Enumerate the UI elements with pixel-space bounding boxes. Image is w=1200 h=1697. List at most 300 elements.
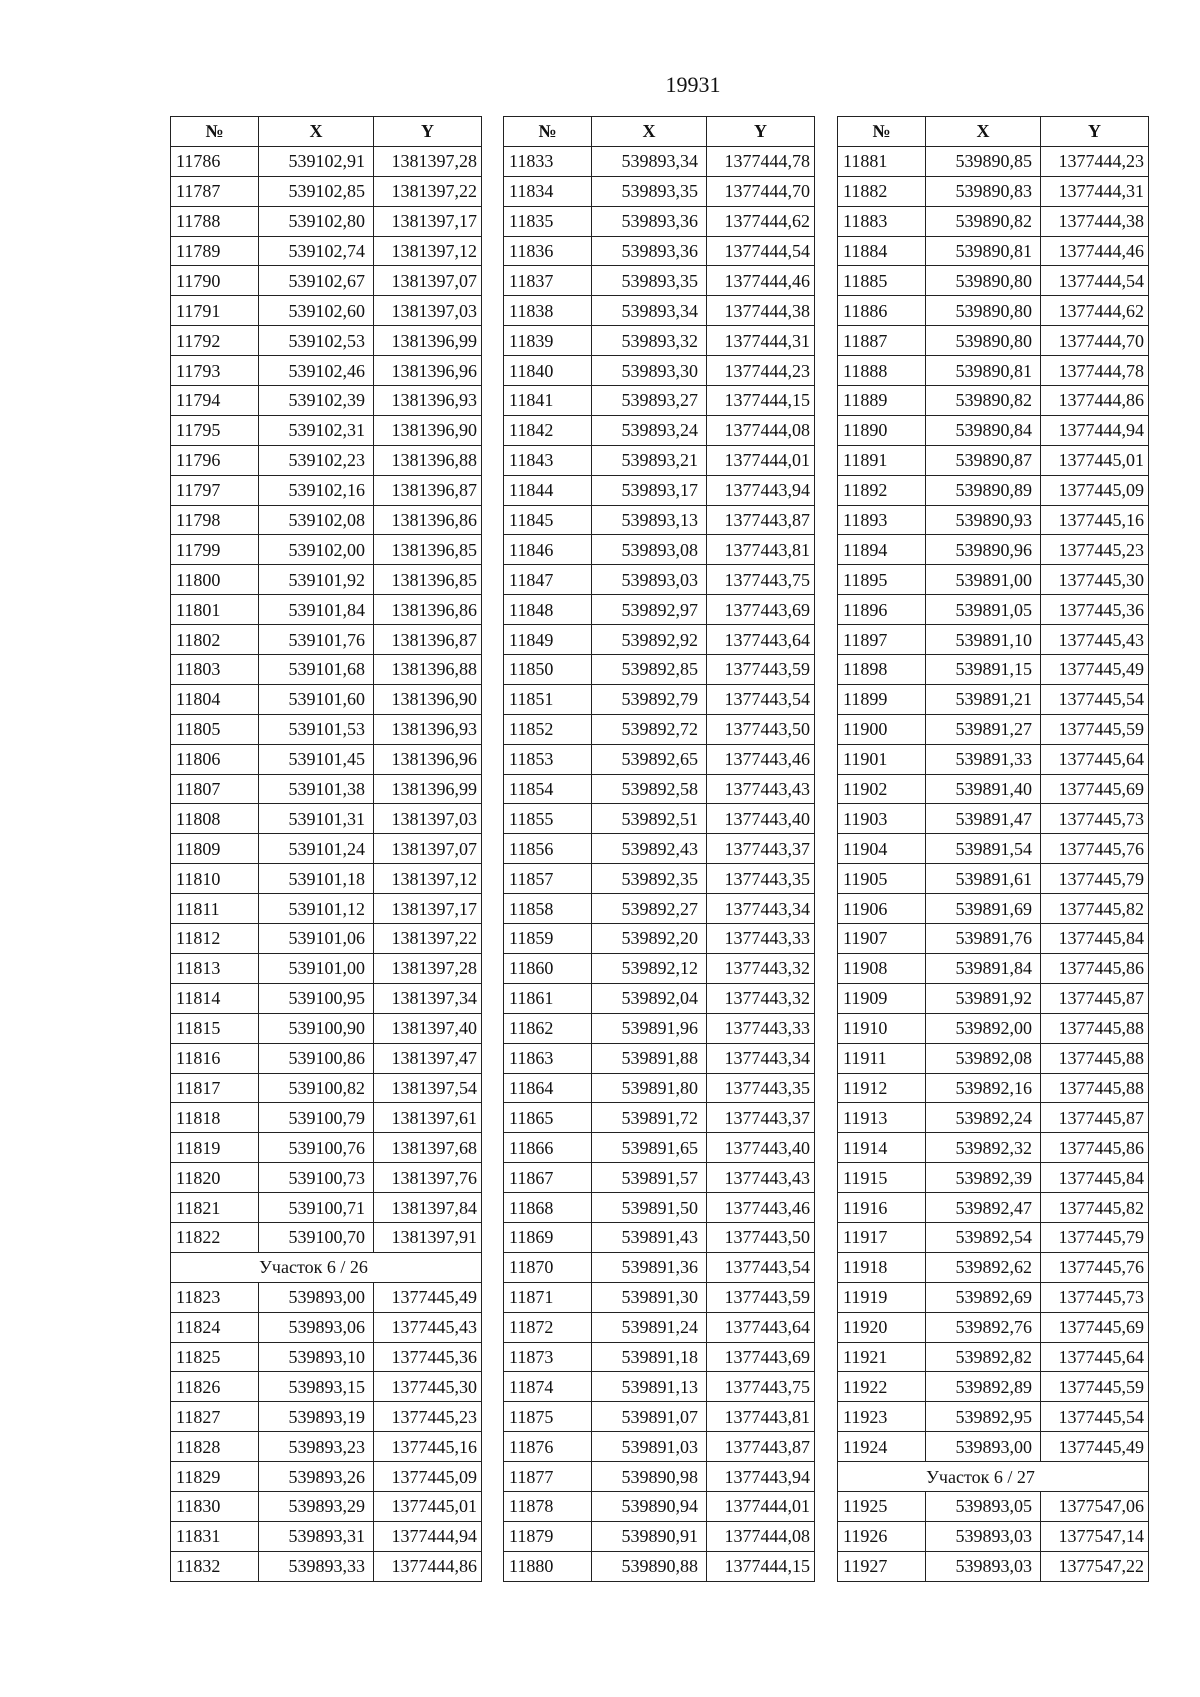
table-row: [504, 415, 815, 445]
table-row: [838, 1282, 1149, 1312]
y-coordinate: 1377445,43: [1041, 625, 1149, 655]
point-number: 11855: [504, 804, 592, 834]
table-row: [838, 864, 1149, 894]
point-number: 11874: [504, 1372, 592, 1402]
y-coordinate: 1377443,32: [707, 953, 815, 983]
x-coordinate: 539893,15: [259, 1372, 374, 1402]
x-coordinate: 539100,90: [259, 1013, 374, 1043]
point-number: 11791: [171, 296, 259, 326]
y-coordinate: 1377444,31: [1041, 176, 1149, 206]
x-coordinate: 539891,50: [592, 1193, 707, 1223]
table-row: [838, 445, 1149, 475]
table-row: [838, 684, 1149, 714]
y-coordinate: 1377445,54: [1041, 1402, 1149, 1432]
x-coordinate: 539891,43: [592, 1222, 707, 1252]
point-number: 11921: [838, 1342, 926, 1372]
y-coordinate: 1381397,28: [374, 146, 482, 176]
point-number: 11872: [504, 1312, 592, 1342]
y-coordinate: 1377445,09: [374, 1462, 482, 1492]
y-coordinate: 1377444,23: [707, 356, 815, 386]
table-row: [504, 1521, 815, 1551]
y-coordinate: 1377443,50: [707, 1222, 815, 1252]
y-coordinate: 1381397,12: [374, 236, 482, 266]
y-coordinate: 1377445,64: [1041, 1342, 1149, 1372]
table-row: [838, 296, 1149, 326]
table-row: [171, 1103, 482, 1133]
y-coordinate: 1377443,40: [707, 804, 815, 834]
x-coordinate: 539890,91: [592, 1521, 707, 1551]
table-row: [504, 1222, 815, 1252]
point-number: 11806: [171, 744, 259, 774]
point-number: 11807: [171, 774, 259, 804]
y-coordinate: 1381396,96: [374, 356, 482, 386]
x-coordinate: 539892,24: [926, 1103, 1041, 1133]
y-coordinate: 1377443,64: [707, 625, 815, 655]
point-number: 11800: [171, 565, 259, 595]
x-coordinate: 539893,24: [592, 415, 707, 445]
header-row: [504, 117, 815, 147]
y-coordinate: 1377445,69: [1041, 1312, 1149, 1342]
y-coordinate: 1377443,46: [707, 744, 815, 774]
table-row: [171, 206, 482, 236]
x-coordinate: 539890,81: [926, 356, 1041, 386]
table-row: [838, 386, 1149, 416]
table-row: [171, 1372, 482, 1402]
x-coordinate: 539893,17: [592, 475, 707, 505]
x-coordinate: 539102,23: [259, 445, 374, 475]
table-row: [504, 445, 815, 475]
table-row: [504, 1103, 815, 1133]
y-coordinate: 1377443,37: [707, 834, 815, 864]
x-coordinate: 539893,36: [592, 236, 707, 266]
table-row: [171, 1551, 482, 1581]
x-coordinate: 539890,96: [926, 535, 1041, 565]
point-number: 11899: [838, 684, 926, 714]
table-row: [504, 176, 815, 206]
x-coordinate: 539100,70: [259, 1222, 374, 1252]
y-coordinate: 1377443,64: [707, 1312, 815, 1342]
table-row: [171, 655, 482, 685]
x-coordinate: 539892,20: [592, 924, 707, 954]
x-coordinate: 539892,97: [592, 595, 707, 625]
x-coordinate: 539891,61: [926, 864, 1041, 894]
y-coordinate: 1381397,76: [374, 1163, 482, 1193]
section-label: Участок 6 / 27: [838, 1462, 1149, 1492]
point-number: 11877: [504, 1462, 592, 1492]
point-number: 11846: [504, 535, 592, 565]
point-number: 11894: [838, 535, 926, 565]
y-coordinate: 1377443,75: [707, 1372, 815, 1402]
x-coordinate: 539891,33: [926, 744, 1041, 774]
table-row: [171, 1193, 482, 1223]
table-row: [171, 1342, 482, 1372]
y-coordinate: 1381397,22: [374, 924, 482, 954]
x-coordinate: 539891,69: [926, 894, 1041, 924]
table-row: [171, 146, 482, 176]
y-coordinate: 1381396,93: [374, 714, 482, 744]
point-number: 11853: [504, 744, 592, 774]
y-coordinate: 1377445,87: [1041, 983, 1149, 1013]
point-number: 11902: [838, 774, 926, 804]
x-coordinate: 539893,00: [259, 1282, 374, 1312]
y-coordinate: 1377444,70: [707, 176, 815, 206]
x-coordinate: 539102,74: [259, 236, 374, 266]
y-coordinate: 1381397,34: [374, 983, 482, 1013]
table-row: [504, 1491, 815, 1521]
point-number: 11909: [838, 983, 926, 1013]
y-coordinate: 1377444,15: [707, 1551, 815, 1581]
header-x: X: [592, 117, 707, 147]
table-row: [171, 386, 482, 416]
y-coordinate: 1381396,90: [374, 415, 482, 445]
x-coordinate: 539102,60: [259, 296, 374, 326]
x-coordinate: 539101,12: [259, 894, 374, 924]
table-row: [504, 924, 815, 954]
point-number: 11905: [838, 864, 926, 894]
y-coordinate: 1377444,62: [707, 206, 815, 236]
x-coordinate: 539892,00: [926, 1013, 1041, 1043]
point-number: 11888: [838, 356, 926, 386]
point-number: 11866: [504, 1133, 592, 1163]
point-number: 11839: [504, 326, 592, 356]
table-row: [171, 236, 482, 266]
x-coordinate: 539102,39: [259, 386, 374, 416]
point-number: 11844: [504, 475, 592, 505]
x-coordinate: 539892,72: [592, 714, 707, 744]
x-coordinate: 539893,03: [926, 1551, 1041, 1581]
point-number: 11901: [838, 744, 926, 774]
point-number: 11871: [504, 1282, 592, 1312]
x-coordinate: 539100,71: [259, 1193, 374, 1223]
y-coordinate: 1377445,69: [1041, 774, 1149, 804]
x-coordinate: 539892,85: [592, 655, 707, 685]
x-coordinate: 539892,32: [926, 1133, 1041, 1163]
y-coordinate: 1377445,86: [1041, 1133, 1149, 1163]
x-coordinate: 539102,31: [259, 415, 374, 445]
table-row: [171, 296, 482, 326]
x-coordinate: 539893,30: [592, 356, 707, 386]
x-coordinate: 539891,40: [926, 774, 1041, 804]
table-row: [504, 505, 815, 535]
x-coordinate: 539890,93: [926, 505, 1041, 535]
x-coordinate: 539890,98: [592, 1462, 707, 1492]
x-coordinate: 539892,08: [926, 1043, 1041, 1073]
table-row: [504, 266, 815, 296]
point-number: 11790: [171, 266, 259, 296]
section-row: [171, 1252, 482, 1282]
y-coordinate: 1377445,86: [1041, 953, 1149, 983]
table-row: [838, 834, 1149, 864]
table-row: [838, 1252, 1149, 1282]
x-coordinate: 539891,72: [592, 1103, 707, 1133]
point-number: 11822: [171, 1222, 259, 1252]
x-coordinate: 539892,12: [592, 953, 707, 983]
x-coordinate: 539100,73: [259, 1163, 374, 1193]
y-coordinate: 1381397,68: [374, 1133, 482, 1163]
section-row: [838, 1462, 1149, 1492]
table-row: [504, 1282, 815, 1312]
x-coordinate: 539892,69: [926, 1282, 1041, 1312]
point-number: 11907: [838, 924, 926, 954]
table-row: [504, 595, 815, 625]
point-number: 11852: [504, 714, 592, 744]
coordinate-table-2: [503, 116, 815, 1582]
x-coordinate: 539891,84: [926, 953, 1041, 983]
point-number: 11824: [171, 1312, 259, 1342]
table-row: [838, 714, 1149, 744]
point-number: 11896: [838, 595, 926, 625]
table-row: [504, 206, 815, 236]
y-coordinate: 1377443,81: [707, 535, 815, 565]
y-coordinate: 1377445,54: [1041, 684, 1149, 714]
point-number: 11789: [171, 236, 259, 266]
x-coordinate: 539892,43: [592, 834, 707, 864]
point-number: 11835: [504, 206, 592, 236]
y-coordinate: 1377445,16: [374, 1432, 482, 1462]
y-coordinate: 1377445,01: [1041, 445, 1149, 475]
y-coordinate: 1381396,86: [374, 505, 482, 535]
point-number: 11787: [171, 176, 259, 206]
y-coordinate: 1381397,07: [374, 834, 482, 864]
table-row: [504, 714, 815, 744]
x-coordinate: 539892,47: [926, 1193, 1041, 1223]
y-coordinate: 1381396,93: [374, 386, 482, 416]
x-coordinate: 539893,35: [592, 176, 707, 206]
x-coordinate: 539893,21: [592, 445, 707, 475]
table-row: [504, 834, 815, 864]
point-number: 11829: [171, 1462, 259, 1492]
point-number: 11912: [838, 1073, 926, 1103]
y-coordinate: 1377443,87: [707, 1432, 815, 1462]
point-number: 11917: [838, 1222, 926, 1252]
table-row: [504, 1402, 815, 1432]
point-number: 11816: [171, 1043, 259, 1073]
coordinate-table-1: [170, 116, 482, 1582]
x-coordinate: 539892,16: [926, 1073, 1041, 1103]
section-label: Участок 6 / 26: [171, 1252, 482, 1282]
point-number: 11804: [171, 684, 259, 714]
table-row: [838, 1073, 1149, 1103]
table-row: [504, 1312, 815, 1342]
y-coordinate: 1377444,78: [1041, 356, 1149, 386]
y-coordinate: 1381397,22: [374, 176, 482, 206]
point-number: 11813: [171, 953, 259, 983]
point-number: 11882: [838, 176, 926, 206]
y-coordinate: 1381396,85: [374, 565, 482, 595]
table-row: [504, 1252, 815, 1282]
table-row: [838, 953, 1149, 983]
table-row: [838, 1402, 1149, 1432]
x-coordinate: 539890,82: [926, 206, 1041, 236]
y-coordinate: 1381397,07: [374, 266, 482, 296]
y-coordinate: 1377443,69: [707, 1342, 815, 1372]
x-coordinate: 539101,68: [259, 655, 374, 685]
table-row: [171, 625, 482, 655]
y-coordinate: 1377445,59: [1041, 714, 1149, 744]
y-coordinate: 1377445,09: [1041, 475, 1149, 505]
table-row: [838, 266, 1149, 296]
table-row: [504, 864, 815, 894]
point-number: 11845: [504, 505, 592, 535]
y-coordinate: 1377443,59: [707, 655, 815, 685]
table-row: [838, 1222, 1149, 1252]
point-number: 11831: [171, 1521, 259, 1551]
y-coordinate: 1377444,46: [1041, 236, 1149, 266]
y-coordinate: 1377443,46: [707, 1193, 815, 1223]
point-number: 11838: [504, 296, 592, 326]
y-coordinate: 1377443,37: [707, 1103, 815, 1133]
x-coordinate: 539892,89: [926, 1372, 1041, 1402]
y-coordinate: 1377445,49: [374, 1282, 482, 1312]
x-coordinate: 539893,33: [259, 1551, 374, 1581]
table-row: [171, 266, 482, 296]
x-coordinate: 539890,84: [926, 415, 1041, 445]
table-row: [838, 326, 1149, 356]
y-coordinate: 1377445,73: [1041, 1282, 1149, 1312]
x-coordinate: 539101,24: [259, 834, 374, 864]
point-number: 11862: [504, 1013, 592, 1043]
y-coordinate: 1377444,78: [707, 146, 815, 176]
point-number: 11879: [504, 1521, 592, 1551]
point-number: 11891: [838, 445, 926, 475]
point-number: 11903: [838, 804, 926, 834]
table-row: [171, 356, 482, 386]
y-coordinate: 1381397,03: [374, 804, 482, 834]
table-row: [838, 415, 1149, 445]
x-coordinate: 539890,89: [926, 475, 1041, 505]
table-row: [171, 983, 482, 1013]
table-row: [838, 505, 1149, 535]
point-number: 11919: [838, 1282, 926, 1312]
x-coordinate: 539101,84: [259, 595, 374, 625]
x-coordinate: 539890,94: [592, 1491, 707, 1521]
point-number: 11884: [838, 236, 926, 266]
y-coordinate: 1377443,59: [707, 1282, 815, 1312]
x-coordinate: 539890,81: [926, 236, 1041, 266]
y-coordinate: 1377443,34: [707, 1043, 815, 1073]
x-coordinate: 539102,85: [259, 176, 374, 206]
table-row: [171, 1432, 482, 1462]
y-coordinate: 1381396,99: [374, 774, 482, 804]
point-number: 11851: [504, 684, 592, 714]
table-row: [171, 475, 482, 505]
x-coordinate: 539891,27: [926, 714, 1041, 744]
table-row: [171, 804, 482, 834]
point-number: 11867: [504, 1163, 592, 1193]
y-coordinate: 1377547,14: [1041, 1521, 1149, 1551]
table-body: [504, 146, 815, 1581]
x-coordinate: 539893,26: [259, 1462, 374, 1492]
y-coordinate: 1377444,23: [1041, 146, 1149, 176]
x-coordinate: 539101,60: [259, 684, 374, 714]
point-number: 11875: [504, 1402, 592, 1432]
y-coordinate: 1377444,54: [707, 236, 815, 266]
table-row: [171, 1073, 482, 1103]
y-coordinate: 1377445,36: [374, 1342, 482, 1372]
point-number: 11904: [838, 834, 926, 864]
table-row: [171, 1402, 482, 1432]
header-row: [838, 117, 1149, 147]
y-coordinate: 1377443,32: [707, 983, 815, 1013]
x-coordinate: 539102,67: [259, 266, 374, 296]
x-coordinate: 539892,58: [592, 774, 707, 804]
x-coordinate: 539100,82: [259, 1073, 374, 1103]
table-row: [171, 595, 482, 625]
x-coordinate: 539891,03: [592, 1432, 707, 1462]
point-number: 11898: [838, 655, 926, 685]
table-row: [838, 924, 1149, 954]
y-coordinate: 1377445,73: [1041, 804, 1149, 834]
point-number: 11897: [838, 625, 926, 655]
point-number: 11911: [838, 1043, 926, 1073]
y-coordinate: 1377444,54: [1041, 266, 1149, 296]
x-coordinate: 539892,35: [592, 864, 707, 894]
point-number: 11863: [504, 1043, 592, 1073]
y-coordinate: 1377445,16: [1041, 505, 1149, 535]
x-coordinate: 539890,87: [926, 445, 1041, 475]
x-coordinate: 539891,10: [926, 625, 1041, 655]
point-number: 11814: [171, 983, 259, 1013]
table-row: [171, 415, 482, 445]
table-row: [171, 864, 482, 894]
table-row: [838, 655, 1149, 685]
page-number: 19931: [665, 72, 721, 97]
table-row: [171, 953, 482, 983]
y-coordinate: 1377445,79: [1041, 864, 1149, 894]
header-y: Y: [707, 117, 815, 147]
x-coordinate: 539893,29: [259, 1491, 374, 1521]
table-row: [838, 1521, 1149, 1551]
table-row: [838, 744, 1149, 774]
table-row: [504, 1193, 815, 1223]
y-coordinate: 1377445,49: [1041, 1432, 1149, 1462]
x-coordinate: 539893,03: [592, 565, 707, 595]
table-row: [504, 1043, 815, 1073]
header-row: [171, 117, 482, 147]
table-row: [171, 1133, 482, 1163]
x-coordinate: 539891,54: [926, 834, 1041, 864]
table-row: [171, 1491, 482, 1521]
x-coordinate: 539890,80: [926, 266, 1041, 296]
x-coordinate: 539891,07: [592, 1402, 707, 1432]
y-coordinate: 1381396,90: [374, 684, 482, 714]
table-row: [504, 774, 815, 804]
y-coordinate: 1377443,87: [707, 505, 815, 535]
y-coordinate: 1377445,49: [1041, 655, 1149, 685]
point-number: 11849: [504, 625, 592, 655]
point-number: 11840: [504, 356, 592, 386]
y-coordinate: 1377443,50: [707, 714, 815, 744]
y-coordinate: 1377443,54: [707, 684, 815, 714]
x-coordinate: 539893,13: [592, 505, 707, 535]
point-number: 11828: [171, 1432, 259, 1462]
table-row: [838, 894, 1149, 924]
table-row: [838, 1491, 1149, 1521]
y-coordinate: 1381396,96: [374, 744, 482, 774]
y-coordinate: 1381397,28: [374, 953, 482, 983]
table-row: [838, 983, 1149, 1013]
y-coordinate: 1377443,35: [707, 864, 815, 894]
y-coordinate: 1381397,03: [374, 296, 482, 326]
y-coordinate: 1377445,84: [1041, 1163, 1149, 1193]
x-coordinate: 539891,24: [592, 1312, 707, 1342]
y-coordinate: 1377444,62: [1041, 296, 1149, 326]
x-coordinate: 539891,13: [592, 1372, 707, 1402]
table-row: [838, 1432, 1149, 1462]
table-row: [504, 983, 815, 1013]
point-number: 11801: [171, 595, 259, 625]
y-coordinate: 1377445,82: [1041, 1193, 1149, 1223]
